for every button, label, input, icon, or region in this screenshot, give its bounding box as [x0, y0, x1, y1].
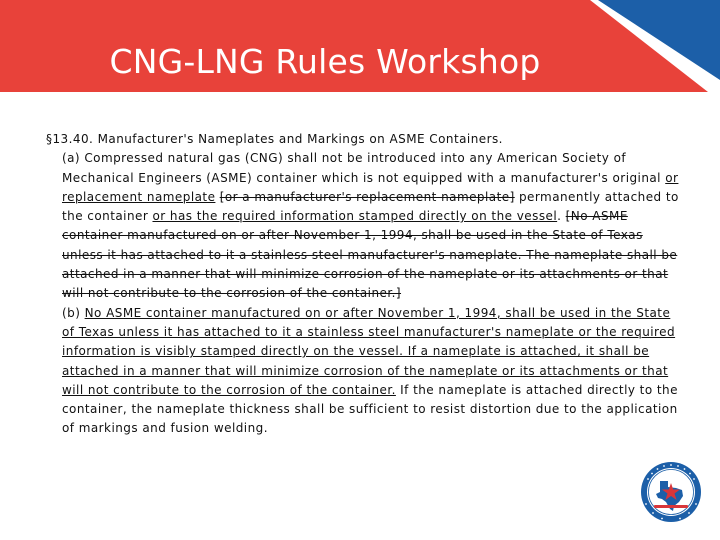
paragraph-a — [62, 149, 686, 303]
paragraph-a-underlined-1: or replacement nameplate — [62, 170, 679, 204]
paragraph-b-label: (b) — [62, 305, 85, 320]
paragraph-b-rest: If the nameplate is attached directly to the container, the nameplate thickness shall be sufficient to resist distortion due to the application of markings and fusion welding. — [62, 382, 678, 436]
page-title: CNG-LNG Rules Workshop — [109, 42, 541, 81]
paragraph-a-struck-2: [No ASME container manufactured on or after November 1, 1994, shall be used in the State of Texas unless it has attached to it a stainless steel manufacturer's nameplate. The nameplate shall be attached in a manner that will minimize corrosion of the nameplate or its attachments or that will not contribute to the corrosion of the container.] — [62, 209, 678, 301]
paragraph-a-gap-2: . — [557, 209, 566, 224]
section-heading: §13.40. Manufacturer's Nameplates and Markings on ASME Containers. — [46, 132, 503, 146]
paragraph-a-underlined-2: or has the required information stamped directly on the vessel — [152, 209, 558, 224]
paragraph-a-intro: (a) Compressed natural gas (CNG) shall not be introduced into any American Society of Mechanical Engineers (ASME) container which is not equipped with a manufacturer's original — [62, 151, 666, 185]
railroad-commission-seal-icon — [640, 461, 702, 523]
corner-accent-icon — [590, 0, 720, 92]
document-body — [46, 130, 686, 439]
paragraph-a-mid: permanently attached to the container — [62, 189, 679, 224]
paragraph-a-struck-1: [or a manufacturer's replacement nameplate] — [219, 189, 515, 204]
paragraph-b — [62, 304, 686, 439]
paragraph-b-underlined: No ASME container manufactured on or after November 1, 1994, shall be used in the State of Texas unless it has attached to it a stainless steel manufacturer's nameplate or the required information is visibly stamped directly on the vessel. If a nameplate is attached, it shall be attached in a manner that will minimize corrosion of the nameplate or its attachments or that will not contribute to the corrosion of the container. — [62, 305, 676, 397]
